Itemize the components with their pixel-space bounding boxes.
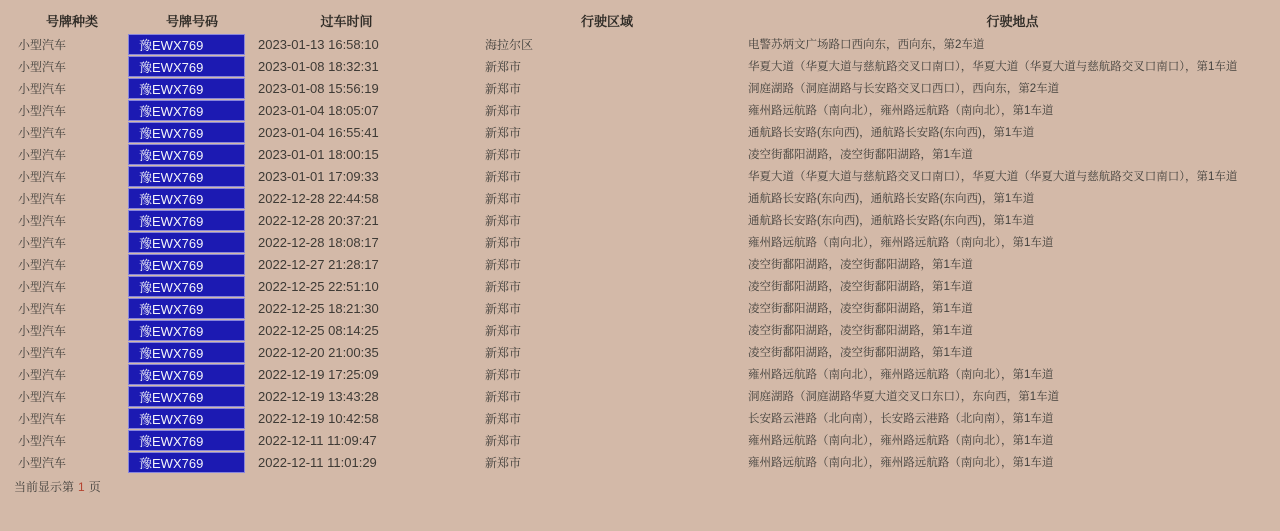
driving-region-cell: 新郑市 — [485, 81, 522, 96]
driving-region-cell: 新郑市 — [485, 389, 522, 404]
driving-location-cell: 凌空街鄱阳湖路，凌空街鄱阳湖路，第1车道 — [748, 281, 973, 293]
table-row — [0, 33, 1280, 55]
driving-location-cell: 凌空街鄱阳湖路，凌空街鄱阳湖路，第1车道 — [748, 347, 973, 359]
plate-number-cell — [128, 386, 248, 407]
header-driving-location: 行驶地点 — [986, 14, 1039, 29]
driving-region-cell: 新郑市 — [485, 169, 522, 184]
table-row — [0, 451, 1280, 473]
plate-number-badge[interactable]: 豫EWX769 — [128, 254, 245, 275]
pass-time-cell: 2022-12-25 08:14:25 — [258, 322, 379, 338]
pagination-prefix: 当前显示第 — [14, 480, 75, 494]
driving-region-cell: 新郑市 — [485, 301, 522, 316]
pass-time-cell: 2022-12-28 22:44:58 — [258, 190, 379, 206]
plate-type-cell: 小型汽车 — [18, 301, 67, 316]
pass-time-cell: 2022-12-28 18:08:17 — [258, 234, 379, 250]
plate-number-badge[interactable]: 豫EWX769 — [128, 298, 245, 319]
pass-time-cell: 2022-12-27 21:28:17 — [258, 256, 379, 272]
plate-number-cell — [128, 210, 248, 231]
plate-type-cell: 小型汽车 — [18, 235, 67, 250]
driving-region-cell: 新郑市 — [485, 125, 522, 140]
plate-number-badge[interactable]: 豫EWX769 — [128, 386, 245, 407]
plate-number-cell — [128, 320, 248, 341]
plate-type-cell: 小型汽车 — [18, 455, 67, 470]
driving-region-cell: 新郑市 — [485, 279, 522, 294]
pass-time-cell: 2023-01-01 18:00:15 — [258, 146, 379, 162]
driving-location-cell: 凌空街鄱阳湖路，凌空街鄱阳湖路，第1车道 — [748, 149, 973, 161]
plate-number-badge[interactable]: 豫EWX769 — [128, 276, 245, 297]
table-row — [0, 363, 1280, 385]
plate-number-badge[interactable]: 豫EWX769 — [128, 34, 245, 55]
plate-type-cell: 小型汽车 — [18, 191, 67, 206]
plate-number-badge[interactable]: 豫EWX769 — [128, 78, 245, 99]
pagination-suffix: 页 — [88, 480, 101, 494]
plate-type-cell: 小型汽车 — [18, 81, 67, 96]
table-row — [0, 143, 1280, 165]
table-row — [0, 77, 1280, 99]
plate-type-cell: 小型汽车 — [18, 367, 67, 382]
table-row — [0, 275, 1280, 297]
plate-number-cell — [128, 34, 248, 55]
plate-number-cell — [128, 78, 248, 99]
driving-location-cell: 通航路长安路(东向西)，通航路长安路(东向西)，第1车道 — [748, 193, 1035, 205]
plate-number-badge[interactable]: 豫EWX769 — [128, 188, 245, 209]
pagination-status — [0, 478, 1280, 495]
table-row — [0, 209, 1280, 231]
plate-number-cell — [128, 254, 248, 275]
header-plate-number: 号牌号码 — [165, 14, 218, 29]
driving-region-cell: 新郑市 — [485, 235, 522, 250]
table-row — [0, 297, 1280, 319]
pass-time-cell: 2023-01-04 16:55:41 — [258, 124, 379, 140]
plate-number-cell — [128, 408, 248, 429]
plate-type-cell: 小型汽车 — [18, 125, 67, 140]
plate-type-cell: 小型汽车 — [18, 257, 67, 272]
plate-number-cell — [128, 342, 248, 363]
header-plate-type: 号牌种类 — [45, 14, 98, 29]
driving-location-cell: 华夏大道（华夏大道与慈航路交叉口南口），华夏大道（华夏大道与慈航路交叉口南口），第1车道 — [748, 171, 1238, 183]
driving-location-cell: 洞庭湖路（洞庭湖路与长安路交叉口西口），西向东，第2车道 — [748, 83, 1060, 95]
driving-region-cell: 新郑市 — [485, 213, 522, 228]
table-header-row — [0, 8, 1280, 33]
driving-location-cell: 凌空街鄱阳湖路，凌空街鄱阳湖路，第1车道 — [748, 259, 973, 271]
plate-number-cell — [128, 100, 248, 121]
plate-number-badge[interactable]: 豫EWX769 — [128, 452, 245, 473]
driving-location-cell: 通航路长安路(东向西)，通航路长安路(东向西)，第1车道 — [748, 215, 1035, 227]
plate-type-cell: 小型汽车 — [18, 279, 67, 294]
plate-number-badge[interactable]: 豫EWX769 — [128, 364, 245, 385]
pass-time-cell: 2022-12-25 22:51:10 — [258, 278, 379, 294]
plate-number-badge[interactable]: 豫EWX769 — [128, 144, 245, 165]
plate-type-cell: 小型汽车 — [18, 59, 67, 74]
pass-time-cell: 2023-01-08 15:56:19 — [258, 80, 379, 96]
table-row — [0, 231, 1280, 253]
driving-region-cell: 新郑市 — [485, 59, 522, 74]
table-row — [0, 385, 1280, 407]
driving-region-cell: 新郑市 — [485, 323, 522, 338]
driving-location-cell: 雍州路远航路（南向北），雍州路远航路（南向北），第1车道 — [748, 435, 1054, 447]
pass-time-cell: 2022-12-25 18:21:30 — [258, 300, 379, 316]
driving-region-cell: 新郑市 — [485, 367, 522, 382]
driving-region-cell: 新郑市 — [485, 455, 522, 470]
driving-region-cell: 新郑市 — [485, 103, 522, 118]
driving-location-cell: 电警苏炳文广场路口西向东，西向东，第2车道 — [748, 39, 985, 51]
table-row — [0, 253, 1280, 275]
plate-number-badge[interactable]: 豫EWX769 — [128, 100, 245, 121]
driving-location-cell: 长安路云港路（北向南），长安路云港路（北向南），第1车道 — [748, 413, 1054, 425]
plate-number-badge[interactable]: 豫EWX769 — [128, 166, 245, 187]
plate-number-badge[interactable]: 豫EWX769 — [128, 408, 245, 429]
header-pass-time: 过车时间 — [320, 14, 373, 29]
driving-location-cell: 凌空街鄱阳湖路，凌空街鄱阳湖路，第1车道 — [748, 325, 973, 337]
plate-number-cell — [128, 276, 248, 297]
pass-time-cell: 2023-01-08 18:32:31 — [258, 58, 379, 74]
plate-type-cell: 小型汽车 — [18, 103, 67, 118]
driving-location-cell: 通航路长安路(东向西)，通航路长安路(东向西)，第1车道 — [748, 127, 1035, 139]
driving-region-cell: 新郑市 — [485, 147, 522, 162]
plate-type-cell: 小型汽车 — [18, 433, 67, 448]
plate-number-cell — [128, 122, 248, 143]
header-driving-region: 行驶区域 — [580, 14, 633, 29]
plate-number-badge[interactable]: 豫EWX769 — [128, 122, 245, 143]
pass-time-cell: 2022-12-19 13:43:28 — [258, 388, 379, 404]
plate-number-cell — [128, 232, 248, 253]
pass-time-cell: 2022-12-19 10:42:58 — [258, 410, 379, 426]
driving-region-cell: 新郑市 — [485, 257, 522, 272]
table-row — [0, 99, 1280, 121]
pass-time-cell: 2022-12-28 20:37:21 — [258, 212, 379, 228]
driving-location-cell: 雍州路远航路（南向北），雍州路远航路（南向北），第1车道 — [748, 105, 1054, 117]
plate-number-badge[interactable]: 豫EWX769 — [128, 320, 245, 341]
driving-region-cell: 海拉尔区 — [485, 37, 534, 52]
plate-number-badge[interactable]: 豫EWX769 — [128, 430, 245, 451]
plate-type-cell: 小型汽车 — [18, 37, 67, 52]
table-row — [0, 187, 1280, 209]
driving-location-cell: 洞庭湖路（洞庭湖路华夏大道交叉口东口），东向西，第1车道 — [748, 391, 1060, 403]
table-row — [0, 341, 1280, 363]
plate-number-cell — [128, 430, 248, 451]
pass-time-cell: 2023-01-04 18:05:07 — [258, 102, 379, 118]
plate-type-cell: 小型汽车 — [18, 169, 67, 184]
plate-number-cell — [128, 56, 248, 77]
plate-number-badge[interactable]: 豫EWX769 — [128, 56, 245, 77]
driving-location-cell: 雍州路远航路（南向北），雍州路远航路（南向北），第1车道 — [748, 457, 1054, 469]
driving-location-cell: 雍州路远航路（南向北），雍州路远航路（南向北），第1车道 — [748, 237, 1054, 249]
pass-time-cell: 2022-12-11 11:09:47 — [258, 432, 377, 448]
table-row — [0, 55, 1280, 77]
plate-type-cell: 小型汽车 — [18, 213, 67, 228]
driving-location-cell: 雍州路远航路（南向北），雍州路远航路（南向北），第1车道 — [748, 369, 1054, 381]
plate-number-cell — [128, 188, 248, 209]
pass-time-cell: 2022-12-19 17:25:09 — [258, 366, 379, 382]
table-body — [0, 33, 1280, 473]
driving-region-cell: 新郑市 — [485, 433, 522, 448]
plate-number-cell — [128, 144, 248, 165]
plate-number-badge[interactable]: 豫EWX769 — [128, 342, 245, 363]
driving-location-cell: 凌空街鄱阳湖路，凌空街鄱阳湖路，第1车道 — [748, 303, 973, 315]
plate-type-cell: 小型汽车 — [18, 389, 67, 404]
driving-region-cell: 新郑市 — [485, 191, 522, 206]
pass-time-cell: 2022-12-20 21:00:35 — [258, 344, 379, 360]
plate-type-cell: 小型汽车 — [18, 323, 67, 338]
pass-time-cell: 2023-01-13 16:58:10 — [258, 36, 379, 52]
pass-time-cell: 2022-12-11 11:01:29 — [258, 454, 377, 470]
plate-type-cell: 小型汽车 — [18, 147, 67, 162]
plate-number-cell — [128, 166, 248, 187]
table-row — [0, 319, 1280, 341]
plate-number-cell — [128, 298, 248, 319]
pass-time-cell: 2023-01-01 17:09:33 — [258, 168, 379, 184]
table-row — [0, 121, 1280, 143]
table-row — [0, 407, 1280, 429]
table-row — [0, 165, 1280, 187]
plate-type-cell: 小型汽车 — [18, 411, 67, 426]
plate-type-cell: 小型汽车 — [18, 345, 67, 360]
driving-region-cell: 新郑市 — [485, 411, 522, 426]
plate-number-badge[interactable]: 豫EWX769 — [128, 232, 245, 253]
plate-number-cell — [128, 452, 248, 473]
current-page-number: 1 — [78, 480, 85, 494]
plate-number-cell — [128, 364, 248, 385]
table-row — [0, 429, 1280, 451]
driving-location-cell: 华夏大道（华夏大道与慈航路交叉口南口），华夏大道（华夏大道与慈航路交叉口南口），第1车道 — [748, 61, 1238, 73]
plate-number-badge[interactable]: 豫EWX769 — [128, 210, 245, 231]
driving-region-cell: 新郑市 — [485, 345, 522, 360]
